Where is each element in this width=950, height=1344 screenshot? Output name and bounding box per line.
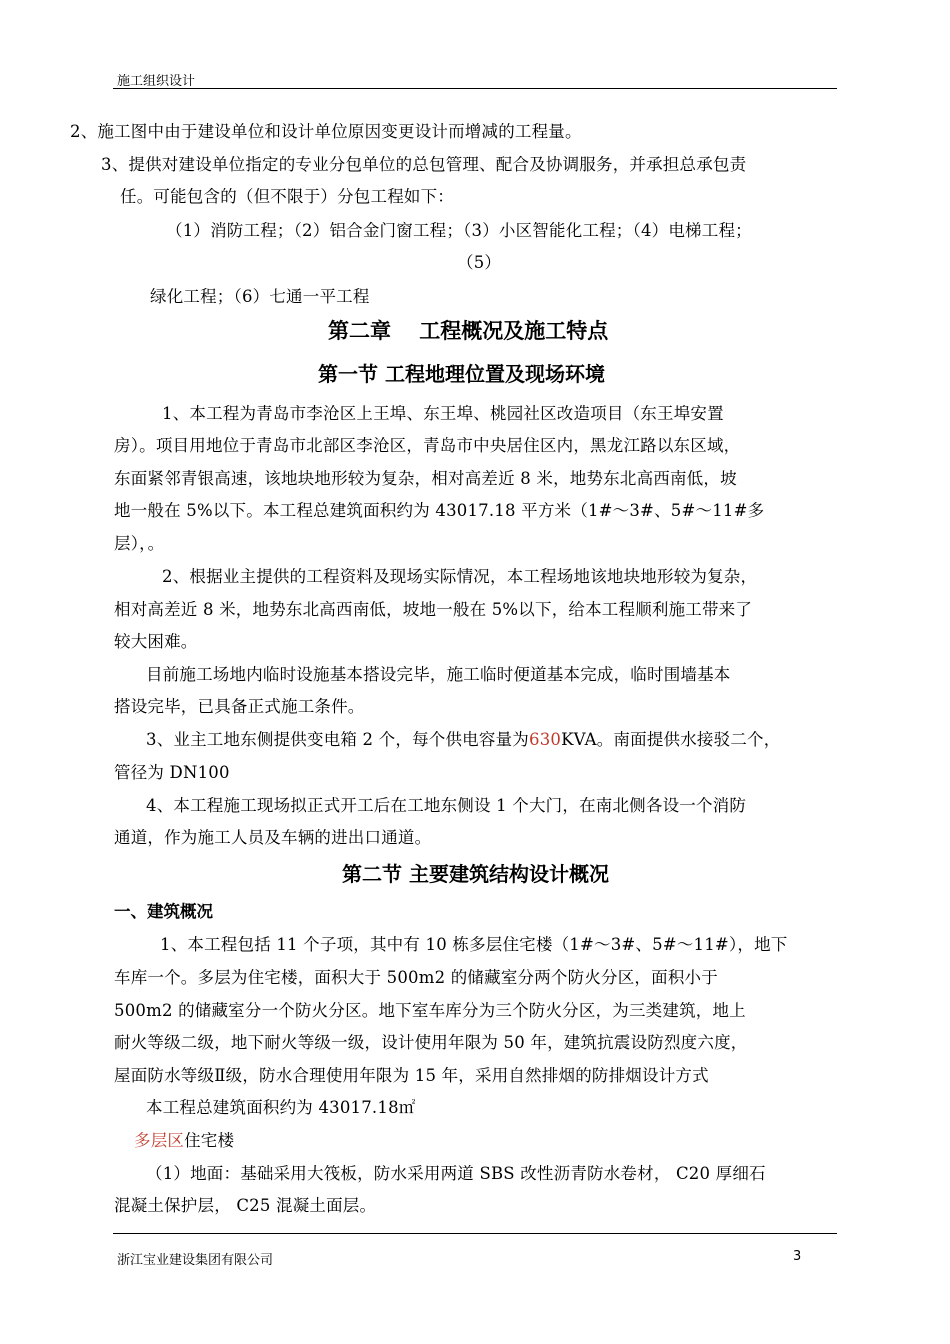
footer-rule [113, 1233, 837, 1234]
text-line: 500m2 的储藏室分一个防火分区。地下室车库分为三个防火分区，为三类建筑，地上 [114, 1001, 746, 1020]
text-line: 绿化工程；（6）七通一平工程 [150, 287, 370, 306]
highlight-text: 多层区 [134, 1131, 185, 1150]
text-line: 4、本工程施工现场拟正式开工后在工地东侧设 1 个大门，在南北侧各设一个消防 [146, 796, 747, 815]
text-line: 车库一个。多层为住宅楼，面积大于 500m2 的储藏室分两个防火分区，面积小于 [114, 968, 718, 987]
text-line: 1、本工程包括 11 个子项，其中有 10 栋多层住宅楼（1#～3#、5#～11#），地下 [160, 935, 788, 954]
text-line: 混凝土保护层， C25 混凝土面层。 [114, 1196, 377, 1215]
text-line: 目前施工场地内临时设施基本搭设完毕，施工临时便道基本完成，临时围墙基本 [146, 665, 731, 684]
header-rule [113, 88, 837, 89]
text-line: 东面紧邻青银高速，该地块地形较为复杂，相对高差近 8 米，地势东北高西南低，坡 [114, 469, 737, 488]
text-line: 搭设完毕，已具备正式施工条件。 [114, 697, 365, 716]
section-heading: 第二节 主要建筑结构设计概况 [342, 862, 609, 886]
text-line: 2、根据业主提供的工程资料及现场实际情况，本工程场地该地块地形较为复杂， [162, 567, 758, 586]
text-line: 通道，作为施工人员及车辆的进出口通道。 [114, 828, 432, 847]
text-line: 较大困难。 [114, 632, 198, 651]
text-line: 1、本工程为青岛市李沧区上王埠、东王埠、桃园社区改造项目（东王埠安置 [162, 404, 724, 423]
text-line [134, 1127, 234, 1151]
text-line: 3、提供对建设单位指定的专业分包单位的总包管理、配合及协调服务，并承担总承包责 [101, 155, 747, 174]
text-line: 本工程总建筑面积约为 43017.18㎡ [146, 1098, 416, 1117]
text-segment: KVA。南面提供水接驳二个， [561, 730, 781, 749]
highlight-text: 630 [529, 730, 562, 749]
text-line: 屋面防水等级Ⅱ级，防水合理使用年限为 15 年，采用自然排烟的防排烟设计方式 [114, 1066, 709, 1085]
text-segment: 3、业主工地东侧提供变电箱 2 个，每个供电容量为 [146, 730, 529, 749]
text-line: 房）。项目用地位于青岛市北部区李沧区，青岛市中央居住区内，黑龙江路以东区域， [114, 436, 741, 455]
header-title: 施工组织设计 [117, 74, 196, 89]
page-number: 3 [793, 1249, 802, 1264]
text-line: 层），。 [114, 534, 165, 553]
subsection-heading: 一、建筑概况 [114, 902, 213, 921]
text-line [146, 726, 780, 750]
text-line: （5） [457, 253, 502, 272]
footer-company: 浙江宝业建设集团有限公司 [117, 1253, 274, 1268]
text-segment: 住宅楼 [184, 1131, 235, 1150]
text-line: 2、施工图中由于建设单位和设计单位原因变更设计而增减的工程量。 [70, 122, 582, 141]
text-line: 管径为 DN100 [114, 763, 230, 782]
text-line: （1）消防工程；（2）铝合金门窗工程；（3）小区智能化工程；（4）电梯工程； [166, 221, 752, 240]
text-line: 地一般在 5%以下。本工程总建筑面积约为 43017.18 平方米（1#～3#、5#～11#多 [114, 501, 765, 520]
text-line: 耐火等级二级，地下耐火等级一级，设计使用年限为 50 年，建筑抗震设防烈度六度， [114, 1033, 748, 1052]
text-line: 相对高差近 8 米，地势东北高西南低，坡地一般在 5%以下，给本工程顺利施工带来了 [114, 600, 753, 619]
chapter-heading: 第二章 工程概况及施工特点 [328, 319, 609, 343]
text-line: （1）地面：基础采用大筏板，防水采用两道 SBS 改性沥青防水卷材， C20 厚细石 [146, 1164, 766, 1183]
section-heading: 第一节 工程地理位置及现场环境 [318, 362, 605, 386]
text-line: 任。可能包含的（但不限于）分包工程如下： [120, 187, 454, 206]
